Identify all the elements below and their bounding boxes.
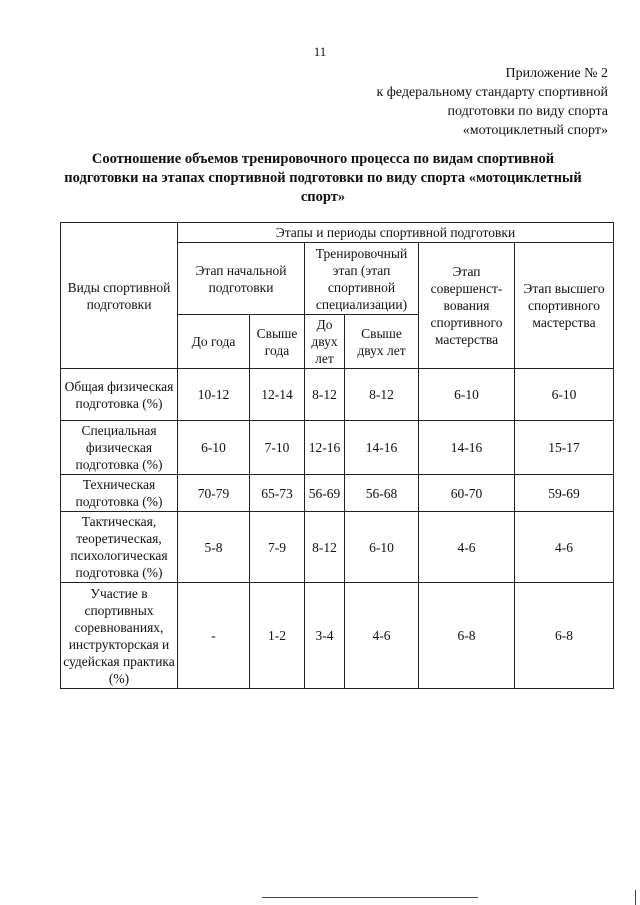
table-row bbox=[61, 421, 614, 475]
header-training-types: Виды спортивной подготовки bbox=[61, 223, 178, 369]
table-cell: 4-6 bbox=[515, 512, 614, 583]
table-row bbox=[61, 369, 614, 421]
table-cell: - bbox=[178, 583, 250, 689]
table-cell: 4-6 bbox=[419, 512, 515, 583]
table-cell: 5-8 bbox=[178, 512, 250, 583]
document-title bbox=[40, 150, 606, 207]
training-ratio-table bbox=[60, 222, 614, 689]
table-cell: 15-17 bbox=[515, 421, 614, 475]
table-cell: 12-16 bbox=[305, 421, 345, 475]
table-cell: 14-16 bbox=[345, 421, 419, 475]
header-stage-initial: Этап начальной подготовки bbox=[178, 243, 305, 315]
table-cell: 56-69 bbox=[305, 475, 345, 512]
table-cell: 8-12 bbox=[345, 369, 419, 421]
header-initial-up-to-year: До года bbox=[178, 315, 250, 369]
header-training-over-two-years: Свыше двух лет bbox=[345, 315, 419, 369]
table-row bbox=[61, 583, 614, 689]
table-cell: 59-69 bbox=[515, 475, 614, 512]
table-cell: 14-16 bbox=[419, 421, 515, 475]
header-stage-improvement: Этап совершенст-вования спортивного мастерства bbox=[419, 243, 515, 369]
table-cell: 6-10 bbox=[515, 369, 614, 421]
table-cell: 6-10 bbox=[419, 369, 515, 421]
table-cell: 4-6 bbox=[345, 583, 419, 689]
row-label: Тактическая, теоретическая, психологическая подготовка (%) bbox=[61, 512, 178, 583]
table-row bbox=[61, 475, 614, 512]
table-cell: 12-14 bbox=[250, 369, 305, 421]
table-cell: 10-12 bbox=[178, 369, 250, 421]
table-cell: 70-79 bbox=[178, 475, 250, 512]
row-label: Специальная физическая подготовка (%) bbox=[61, 421, 178, 475]
table-cell: 6-10 bbox=[178, 421, 250, 475]
table-cell: 56-68 bbox=[345, 475, 419, 512]
title-line-1: Соотношение объемов тренировочного процесса по видам спортивной bbox=[91, 151, 555, 167]
scan-edge-mark bbox=[635, 890, 636, 905]
table-cell: 6-8 bbox=[515, 583, 614, 689]
table-cell: 8-12 bbox=[305, 369, 345, 421]
appendix-line-2: к федеральному стандарту спортивной bbox=[376, 85, 608, 100]
table-cell: 8-12 bbox=[305, 512, 345, 583]
scan-edge-line bbox=[262, 897, 478, 898]
table-row bbox=[61, 512, 614, 583]
table-cell: 1-2 bbox=[250, 583, 305, 689]
header-training-up-to-two-years: До двух лет bbox=[305, 315, 345, 369]
appendix-line-4: «мотоциклетный спорт» bbox=[462, 123, 608, 138]
appendix-block bbox=[376, 64, 608, 140]
page-number: 11 bbox=[313, 44, 327, 59]
row-label: Участие в спортивных соревнованиях, инструкторская и судейская практика (%) bbox=[61, 583, 178, 689]
row-label: Общая физическая подготовка (%) bbox=[61, 369, 178, 421]
header-stages-periods: Этапы и периоды спортивной подготовки bbox=[178, 223, 614, 243]
header-stage-training: Тренировочный этап (этап спортивной специализации) bbox=[305, 243, 419, 315]
row-label: Техническая подготовка (%) bbox=[61, 475, 178, 512]
table-cell: 6-8 bbox=[419, 583, 515, 689]
header-stage-highest: Этап высшего спортивного мастерства bbox=[515, 243, 614, 369]
appendix-line-3: подготовки по виду спорта bbox=[447, 104, 608, 119]
table-cell: 6-10 bbox=[345, 512, 419, 583]
table-cell: 7-10 bbox=[250, 421, 305, 475]
table-cell: 65-73 bbox=[250, 475, 305, 512]
title-line-2: подготовки на этапах спортивной подготовки по виду спорта «мотоциклетный bbox=[64, 170, 582, 186]
appendix-line-1: Приложение № 2 bbox=[505, 66, 608, 81]
table-cell: 7-9 bbox=[250, 512, 305, 583]
title-line-3: спорт» bbox=[300, 189, 346, 205]
header-initial-over-year: Свыше года bbox=[250, 315, 305, 369]
table-cell: 3-4 bbox=[305, 583, 345, 689]
table-cell: 60-70 bbox=[419, 475, 515, 512]
